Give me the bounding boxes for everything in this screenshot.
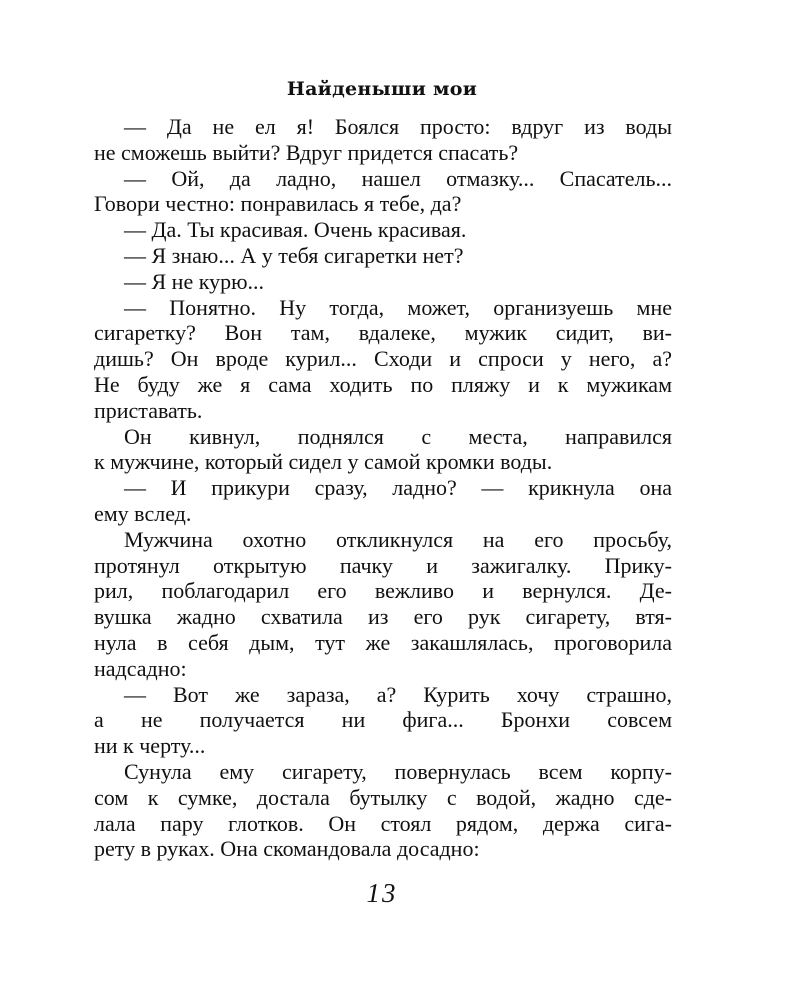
text-line: не сможешь выйти? Вдруг придется спасать?	[94, 139, 519, 165]
text-line: Сунула ему сигарету, повернулась всем корпу-	[124, 758, 672, 784]
text-line: — И прикури сразу, ладно? — крикнула она	[124, 475, 672, 501]
text-line: — Я знаю... А у тебя сигаретки нет?	[124, 242, 464, 268]
text-line: Не буду же я сама ходить по пляжу и к мужикам	[94, 371, 672, 397]
text-line: а не получается ни фига... Бронхи совсем	[94, 707, 672, 733]
text-line: Мужчина охотно откликнулся на его просьбу,	[124, 526, 672, 552]
text-line: Он кивнул, поднялся с места, направился	[124, 423, 672, 449]
page-number: 13	[366, 878, 398, 908]
text-line: — Я не курю...	[124, 268, 265, 294]
body-text	[94, 114, 672, 862]
text-line: — Вот же зараза, а? Курить хочу страшно,	[124, 681, 672, 707]
text-line: ни к черту...	[94, 733, 206, 759]
text-line: — Да не ел я! Боялся просто: вдруг из воды	[124, 114, 672, 139]
text-line: Говори честно: понравилась я тебе, да?	[94, 191, 462, 217]
text-line: протянул открытую пачку и зажигалку. Прику-	[94, 552, 672, 578]
text-line: — Да. Ты красивая. Очень красивая.	[124, 217, 467, 243]
text-line: — Понятно. Ну тогда, может, организуешь мне	[124, 294, 672, 320]
text-line: рету в руках. Она скомандовала досадно:	[94, 836, 480, 862]
text-line: сом к сумке, достала бутылку с водой, жадно сде-	[94, 784, 672, 810]
text-line: нула в себя дым, тут же закашлялась, проговорила	[94, 629, 672, 655]
text-line: рил, поблагодарил его вежливо и вернулся. Де-	[94, 578, 672, 604]
text-line: лала пару глотков. Он стоял рядом, держа сига-	[94, 810, 672, 836]
text-line: вушка жадно схватила из его рук сигарету, втя-	[94, 604, 672, 630]
text-line: дишь? Он вроде курил... Сходи и спроси у него, а?	[94, 346, 672, 372]
text-line: сигаретку? Вон там, вдалеке, мужик сидит, ви-	[94, 320, 672, 346]
text-line: — Ой, да ладно, нашел отмазку... Спасатель...	[124, 165, 672, 191]
text-line: приставать.	[94, 397, 203, 423]
running-head: Найденыши мои	[286, 78, 478, 100]
text-line: надсадно:	[94, 655, 187, 681]
text-line: ему вслед.	[94, 500, 192, 526]
text-line: к мужчине, который сидел у самой кромки воды.	[94, 449, 553, 475]
